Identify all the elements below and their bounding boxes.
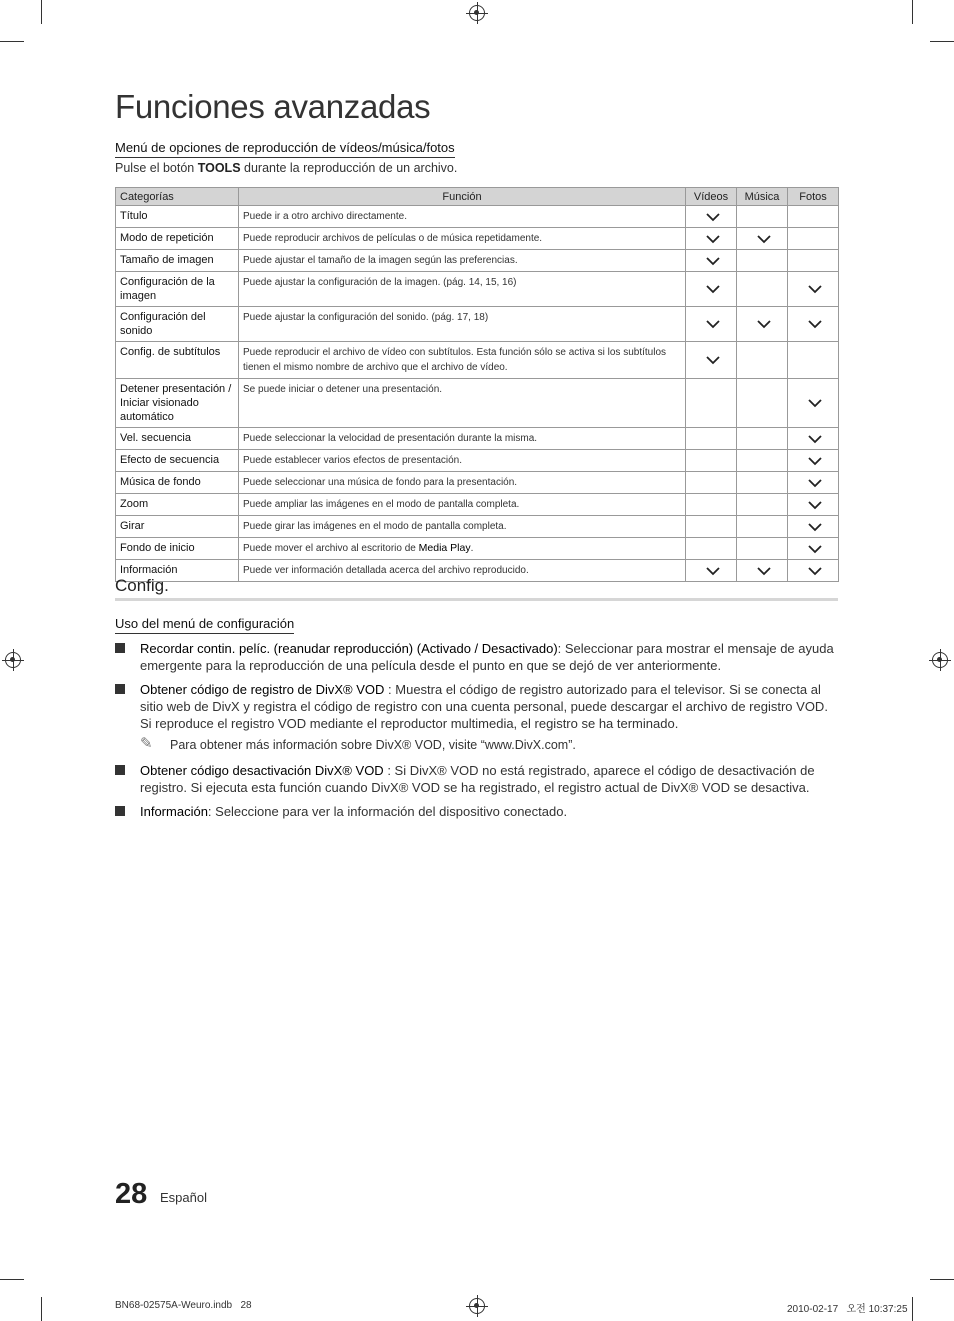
chevron-check-icon <box>808 285 819 292</box>
chevron-check-icon <box>808 567 819 574</box>
row-category: Vel. secuencia <box>116 428 239 450</box>
row-function: Puede girar las imágenes en el modo de pantalla completa. <box>239 516 686 538</box>
item-term: Obtener código de registro de DivX® VOD <box>140 682 385 697</box>
row-category: Girar <box>116 516 239 538</box>
intro-text: Pulse el botón TOOLS durante la reproducción de un archivo. <box>115 161 458 175</box>
chevron-check-icon <box>808 523 819 530</box>
row-videos-cell <box>686 342 737 379</box>
config-subheading: Uso del menú de configuración <box>115 616 294 634</box>
row-function: Puede reproducir archivos de películas o de música repetidamente. <box>239 228 686 250</box>
chevron-check-icon <box>757 567 768 574</box>
square-bullet-icon <box>115 684 125 694</box>
row-music-cell <box>737 560 788 582</box>
list-item <box>115 681 840 732</box>
row-photos-cell <box>788 206 839 228</box>
header-videos: Vídeos <box>686 188 737 206</box>
row-photos-cell <box>788 250 839 272</box>
row-category: Modo de repetición <box>116 228 239 250</box>
row-videos-cell <box>686 450 737 472</box>
row-function: Puede reproducir el archivo de vídeo con subtítulos. Esta función sólo se activa si los subtítulos tienen el mismo nombre de archivo que el archivo de vídeo. <box>239 342 686 379</box>
table-row <box>116 206 839 228</box>
chevron-check-icon <box>706 213 717 220</box>
row-category: Config. de subtítulos <box>116 342 239 379</box>
timestamp: 2010-02-17 오전 10:37:25 <box>787 1304 908 1315</box>
item-text: : Seleccione para ver la información del dispositivo conectado. <box>207 804 568 819</box>
row-function: Puede ir a otro archivo directamente. <box>239 206 686 228</box>
row-category: Información <box>116 560 239 582</box>
row-videos-cell <box>686 538 737 560</box>
tools-label: TOOLS <box>197 161 241 175</box>
item-term: Información <box>140 804 208 819</box>
header-function: Función <box>239 188 686 206</box>
row-videos-cell <box>686 272 737 307</box>
table-row <box>116 228 839 250</box>
row-function: Puede ajustar el tamaño de la imagen según las preferencias. <box>239 250 686 272</box>
row-music-cell <box>737 250 788 272</box>
row-category: Zoom <box>116 494 239 516</box>
header-photos: Fotos <box>788 188 839 206</box>
table-row <box>116 379 839 428</box>
row-music-cell <box>737 307 788 342</box>
table-row <box>116 472 839 494</box>
item-term: Obtener código desactivación DivX® VOD <box>140 763 384 778</box>
chevron-check-icon <box>757 320 768 327</box>
chevron-check-icon <box>808 479 819 486</box>
row-photos-cell <box>788 379 839 428</box>
chevron-check-icon <box>808 457 819 464</box>
section-title: Menú de opciones de reproducción de vídeos/música/fotos <box>115 140 455 158</box>
row-category: Título <box>116 206 239 228</box>
chevron-check-icon <box>706 567 717 574</box>
header-music: Música <box>737 188 788 206</box>
media-play-label: Media Play <box>418 542 471 554</box>
table-row <box>116 250 839 272</box>
row-videos-cell <box>686 516 737 538</box>
note-text: Para obtener más información sobre DivX® VOD, visite “www.DivX.com”. <box>170 738 576 752</box>
chevron-check-icon <box>808 501 819 508</box>
row-category: Configuración del sonido <box>116 307 239 342</box>
config-divider <box>115 598 838 601</box>
row-photos-cell <box>788 494 839 516</box>
crop-mark <box>912 0 913 24</box>
crop-mark <box>930 41 954 42</box>
row-music-cell <box>737 379 788 428</box>
row-photos-cell <box>788 538 839 560</box>
table-row <box>116 450 839 472</box>
crop-mark <box>41 0 42 24</box>
row-music-cell <box>737 428 788 450</box>
registration-mark-icon <box>469 5 485 21</box>
table-row <box>116 307 839 342</box>
row-photos-cell <box>788 516 839 538</box>
row-music-cell <box>737 342 788 379</box>
square-bullet-icon <box>115 643 125 653</box>
table-row <box>116 560 839 582</box>
item-term: Recordar contin. pelíc. (reanudar reproducción) (Activado / Desactivado) <box>140 641 558 656</box>
row-category: Fondo de inicio <box>116 538 239 560</box>
file-info: BN68-02575A-Weuro.indb 28 <box>115 1300 252 1311</box>
chevron-check-icon <box>706 257 717 264</box>
pencil-note-icon: ✎ <box>140 735 153 752</box>
row-music-cell <box>737 206 788 228</box>
chevron-check-icon <box>808 399 819 406</box>
row-category: Efecto de secuencia <box>116 450 239 472</box>
table-row <box>116 428 839 450</box>
row-videos-cell <box>686 228 737 250</box>
table-row <box>116 516 839 538</box>
config-items <box>115 640 840 827</box>
chevron-check-icon <box>808 545 819 552</box>
row-music-cell <box>737 516 788 538</box>
row-function: Puede ver información detallada acerca del archivo reproducido. <box>239 560 686 582</box>
config-heading: Config. <box>115 576 169 595</box>
row-videos-cell <box>686 250 737 272</box>
row-category: Música de fondo <box>116 472 239 494</box>
row-function: Puede seleccionar la velocidad de presentación durante la misma. <box>239 428 686 450</box>
row-videos-cell <box>686 472 737 494</box>
row-category: Detener presentación / Iniciar visionado automático <box>116 379 239 428</box>
row-photos-cell <box>788 307 839 342</box>
item-text: : Seleccionar para mostrar el mensaje de ayuda emergente para la reproducción de una película desde el punto en que se dejó de ver anteriormente. <box>140 641 834 673</box>
row-category: Tamaño de imagen <box>116 250 239 272</box>
crop-mark <box>930 1279 954 1280</box>
item-text: : Si DivX® VOD no está registrado, aparece el código de desactivación de registro. Si ejecuta esta función cuando DivX® VOD se ha registrado, el registro actual de DivX® VOD se desactiva. <box>140 763 815 795</box>
row-photos-cell <box>788 228 839 250</box>
options-table <box>115 187 839 582</box>
chevron-check-icon <box>706 235 717 242</box>
square-bullet-icon <box>115 765 125 775</box>
page-language: Español <box>160 1190 207 1205</box>
list-item <box>115 762 840 796</box>
chevron-check-icon <box>706 285 717 292</box>
row-videos-cell <box>686 379 737 428</box>
crop-mark <box>912 1297 913 1321</box>
registration-mark-icon <box>469 1298 485 1314</box>
table-row <box>116 538 839 560</box>
row-music-cell <box>737 494 788 516</box>
row-photos-cell <box>788 560 839 582</box>
row-function: Puede mover el archivo al escritorio de Media Play. <box>239 538 686 560</box>
row-videos-cell <box>686 307 737 342</box>
row-photos-cell <box>788 428 839 450</box>
row-photos-cell <box>788 450 839 472</box>
row-music-cell <box>737 228 788 250</box>
crop-mark <box>41 1297 42 1321</box>
chevron-check-icon <box>757 235 768 242</box>
header-categories: Categorías <box>116 188 239 206</box>
table-header-row <box>116 188 839 206</box>
registration-mark-icon <box>932 652 948 668</box>
row-videos-cell <box>686 494 737 516</box>
row-music-cell <box>737 450 788 472</box>
row-music-cell <box>737 272 788 307</box>
table-row <box>116 272 839 307</box>
chevron-check-icon <box>808 320 819 327</box>
chevron-check-icon <box>706 356 717 363</box>
list-item <box>115 640 840 674</box>
table-row <box>116 494 839 516</box>
page-number: 28 <box>115 1178 148 1210</box>
crop-mark <box>0 1279 24 1280</box>
row-function: Se puede iniciar o detener una presentación. <box>239 379 686 428</box>
chevron-check-icon <box>706 320 717 327</box>
crop-mark <box>0 41 24 42</box>
row-videos-cell <box>686 428 737 450</box>
chevron-check-icon <box>808 435 819 442</box>
table-row <box>116 342 839 379</box>
page-title: Funciones avanzadas <box>115 88 431 125</box>
row-function: Puede seleccionar una música de fondo para la presentación. <box>239 472 686 494</box>
row-photos-cell <box>788 472 839 494</box>
row-function: Puede ampliar las imágenes en el modo de pantalla completa. <box>239 494 686 516</box>
row-music-cell <box>737 538 788 560</box>
row-photos-cell <box>788 342 839 379</box>
row-category: Configuración de la imagen <box>116 272 239 307</box>
row-videos-cell <box>686 206 737 228</box>
square-bullet-icon <box>115 806 125 816</box>
row-music-cell <box>737 472 788 494</box>
row-videos-cell <box>686 560 737 582</box>
row-function: Puede ajustar la configuración del sonido. (pág. 17, 18) <box>239 307 686 342</box>
row-photos-cell <box>788 272 839 307</box>
registration-mark-icon <box>5 652 21 668</box>
row-function: Puede ajustar la configuración de la imagen. (pág. 14, 15, 16) <box>239 272 686 307</box>
note <box>115 737 840 754</box>
list-item <box>115 803 840 820</box>
row-function: Puede establecer varios efectos de presentación. <box>239 450 686 472</box>
item-text: : Muestra el código de registro autorizado para el televisor. Si se conecta al sitio web de DivX y registra el código de registro con una cuenta personal, puede descargar el archivo de registro VOD. Si reproduce el registro VOD mediante el reproductor multimedia, el registro se ha terminado. <box>140 682 828 731</box>
